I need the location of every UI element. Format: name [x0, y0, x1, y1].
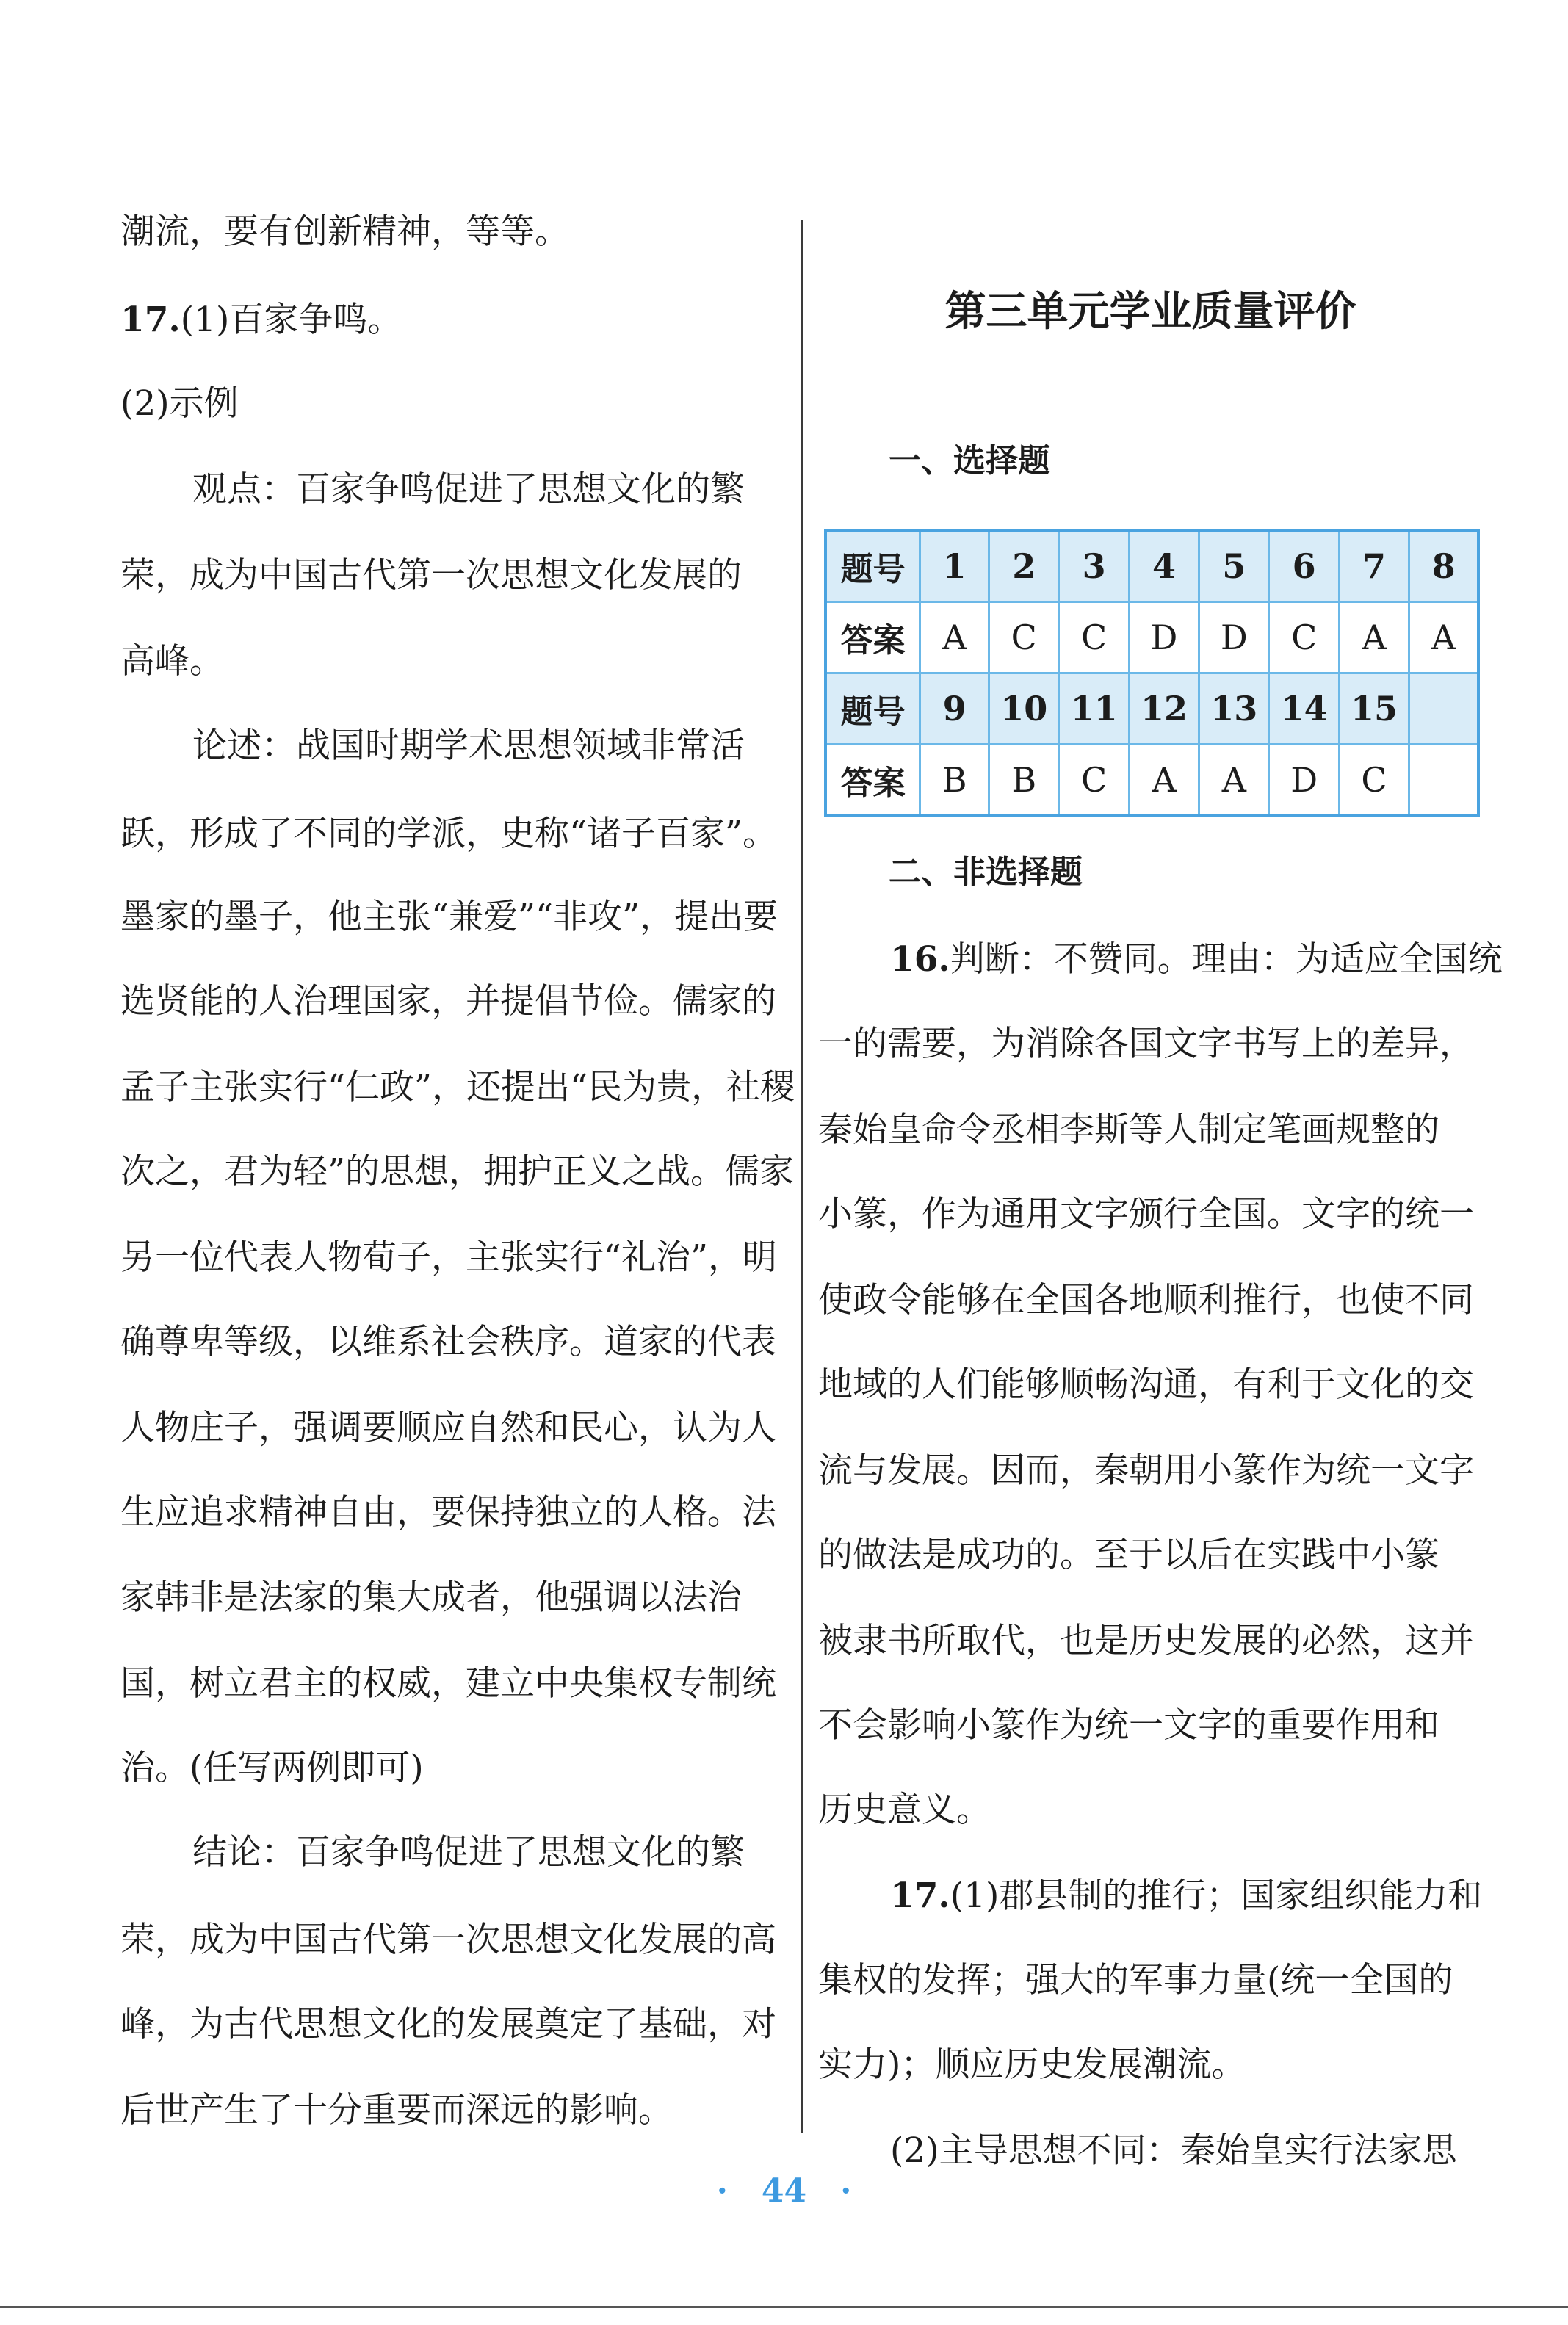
text-line: 后世产生了十分重要而深远的影响。	[120, 2090, 673, 2130]
text-line: 次之，君为轻”的思想，拥护正义之战。儒家	[120, 1151, 795, 1192]
empty-cell	[1409, 745, 1478, 817]
unit-title: 第三单元学业质量评价	[944, 287, 1356, 336]
page-number	[0, 2172, 1568, 2210]
question-cell: 4	[1129, 530, 1199, 602]
text-line: 不会影响小篆作为统一文字的重要作用和	[818, 1705, 1439, 1746]
answer-table	[824, 529, 1480, 817]
answer-cell: A	[1409, 602, 1478, 673]
text-line: 峰，为古代思想文化的发展奠定了基础，对	[120, 2004, 776, 2044]
text-line: 小篆，作为通用文字颁行全国。文字的统一	[818, 1194, 1474, 1234]
bottom-rule	[0, 2306, 1568, 2308]
answer-cell: D	[1129, 602, 1199, 673]
question-cell: 1	[920, 530, 989, 602]
text-line: (2)示例	[120, 383, 239, 424]
text-line: 流与发展。因而，秦朝用小篆作为统一文字	[818, 1450, 1474, 1491]
text-line: 治。(任写两例即可)	[120, 1748, 424, 1788]
text-line: 选贤能的人治理国家，并提倡节俭。儒家的	[120, 981, 776, 1022]
row-header: 答案	[825, 745, 920, 817]
question-number: 17.	[120, 300, 181, 340]
page-dot: ·	[840, 2172, 852, 2210]
answer-cell: C	[1059, 602, 1129, 673]
text-line: (2)主导思想不同：秦始皇实行法家思	[890, 2130, 1457, 2171]
section-heading-nonchoice: 二、非选择题	[889, 853, 1083, 891]
answer-cell: C	[1339, 745, 1409, 817]
answer-cell: D	[1269, 745, 1339, 817]
question-cell: 2	[989, 530, 1059, 602]
row-header: 答案	[825, 602, 920, 673]
answer-cell: B	[920, 745, 989, 817]
question-number: 17.	[890, 1876, 950, 1916]
text-line: 生应追求精神自由，要保持独立的人格。法	[120, 1492, 776, 1533]
answer-cell: A	[920, 602, 989, 673]
question-number-row	[825, 673, 1478, 745]
question-cell: 10	[989, 673, 1059, 745]
answer-cell: A	[1339, 602, 1409, 673]
text-line: 一的需要，为消除各国文字书写上的差异，	[818, 1024, 1474, 1064]
question-number: 16.	[890, 939, 950, 980]
text-line: 家韩非是法家的集大成者，他强调以法治	[120, 1577, 742, 1618]
question-cell: 15	[1339, 673, 1409, 745]
text-line: 秦始皇命令丞相李斯等人制定笔画规整的	[818, 1110, 1439, 1150]
question-cell: 7	[1339, 530, 1409, 602]
question-cell: 8	[1409, 530, 1478, 602]
text-line: 荣，成为中国古代第一次思想文化发展的	[120, 555, 742, 596]
text-line: 跃，形成了不同的学派，史称“诸子百家”。	[120, 814, 778, 854]
text-line: 潮流，要有创新精神，等等。	[120, 211, 569, 252]
text-line: 集权的发挥；强大的军事力量(统一全国的	[818, 1960, 1453, 2000]
text-line: 人物庄子，强调要顺应自然和民心，认为人	[120, 1408, 776, 1448]
answer-row	[825, 602, 1478, 673]
text-line: 另一位代表人物荀子，主张实行“礼治”，明	[120, 1237, 778, 1278]
answer-cell: A	[1129, 745, 1199, 817]
section-heading-choice: 一、选择题	[889, 442, 1050, 480]
text-line: 论述：战国时期学术思想领域非常活	[192, 726, 745, 766]
text-line: 实力)；顺应历史发展潮流。	[818, 2044, 1246, 2085]
answer-row	[825, 745, 1478, 817]
question-cell: 5	[1199, 530, 1269, 602]
text-line: 国，树立君主的权威，建立中央集权专制统	[120, 1663, 776, 1704]
answer-cell: D	[1199, 602, 1269, 673]
text-line: 使政令能够在全国各地顺利推行，也使不同	[818, 1280, 1474, 1320]
column-divider	[801, 220, 803, 2133]
text-line: 历史意义。	[818, 1790, 991, 1830]
row-header: 题号	[825, 673, 920, 745]
text-line: 荣，成为中国古代第一次思想文化发展的高	[120, 1920, 776, 1960]
answer-17-part1: 17.(1)百家争鸣。	[120, 300, 402, 340]
answer-cell: B	[989, 745, 1059, 817]
question-cell: 11	[1059, 673, 1129, 745]
text-line: 高峰。	[120, 641, 224, 681]
question-cell: 14	[1269, 673, 1339, 745]
answer-cell: A	[1199, 745, 1269, 817]
text-line: 观点：百家争鸣促进了思想文化的繁	[192, 469, 745, 510]
page-number-value: 44	[761, 2172, 807, 2210]
row-header: 题号	[825, 530, 920, 602]
question-cell: 12	[1129, 673, 1199, 745]
text-line: 被隶书所取代，也是历史发展的必然，这并	[818, 1621, 1474, 1661]
text-line: 地域的人们能够顺畅沟通，有利于文化的交	[818, 1364, 1474, 1405]
question-cell: 9	[920, 673, 989, 745]
answer-cell: C	[989, 602, 1059, 673]
question-cell: 3	[1059, 530, 1129, 602]
text-line: 结论：百家争鸣促进了思想文化的繁	[192, 1832, 745, 1873]
empty-cell	[1409, 673, 1478, 745]
answer-cell: C	[1059, 745, 1129, 817]
text-line: 孟子主张实行“仁政”，还提出“民为贵，社稷	[120, 1067, 795, 1107]
question-cell: 6	[1269, 530, 1339, 602]
answer-cell: C	[1269, 602, 1339, 673]
question-number-row	[825, 530, 1478, 602]
page-dot: ·	[716, 2172, 728, 2210]
answer-16-line: 16.判断：不赞同。理由：为适应全国统	[890, 939, 1503, 980]
question-cell: 13	[1199, 673, 1269, 745]
answer-17-line: 17.(1)郡县制的推行；国家组织能力和	[890, 1876, 1483, 1916]
text-line: 确尊卑等级，以维系社会秩序。道家的代表	[120, 1322, 776, 1362]
text-line: 墨家的墨子，他主张“兼爱”“非攻”，提出要	[120, 897, 778, 937]
text-line: 的做法是成功的。至于以后在实践中小篆	[818, 1535, 1439, 1575]
